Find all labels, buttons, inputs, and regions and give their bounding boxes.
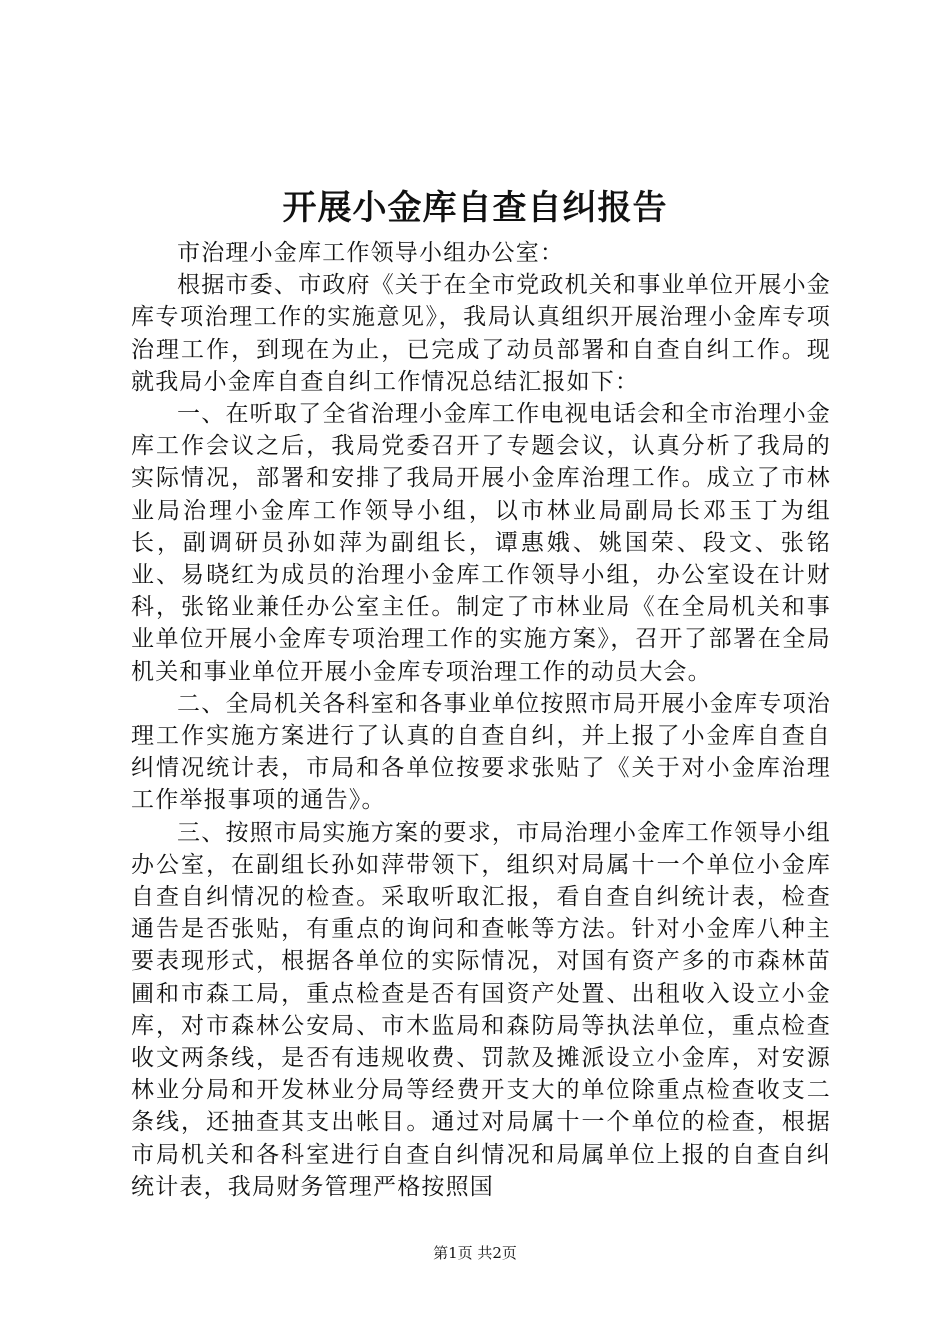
page-footer: 第1页 共2页 [433, 1244, 517, 1262]
paragraph-section-1: 一、在听取了全省治理小金库工作电视电话会和全市治理小金库工作会议之后，我局党委召开了专题会议，认真分析了我局的实际情况，部署和安排了我局开展小金库治理工作。成立了市林业局治理小金库工作领导小组，以市林业局副局长邓玉丁为组长，副调研员孙如萍为副组长，谭惠娥、姚国荣、段文、张铭业、易晓红为成员的治理小金库工作领导小组，办公室设在计财科，张铭业兼任办公室主任。制定了市林业局《在全局机关和事业单位开展小金库专项治理工作的实施方案》，召开了部署在全局机关和事业单位开展小金库专项治理工作的动员大会。 [131, 401, 831, 685]
paragraph-section-2: 二、全局机关各科室和各事业单位按照市局开展小金库专项治理工作实施方案进行了认真的自查自纠，并上报了小金库自查自纠情况统计表，市局和各单位按要求张贴了《关于对小金库治理工作举报事项的通告》。 [131, 690, 831, 814]
salutation: 市治理小金库工作领导小组办公室： [177, 240, 565, 266]
paragraph-intro: 根据市委、市政府《关于在全市党政机关和事业单位开展小金库专项治理工作的实施意见》，我局认真组织开展治理小金库专项治理工作，到现在为止，已完成了动员部署和自查自纠工作。现就我局小金库自查自纠工作情况总结汇报如下： [131, 272, 831, 395]
paragraph-section-3: 三、按照市局实施方案的要求，市局治理小金库工作领导小组办公室，在副组长孙如萍带领下，组织对局属十一个单位小金库自查自纠情况的检查。采取听取汇报，看自查自纠统计表，检查通告是否张贴，有重点的询问和查帐等方法。针对小金库八种主要表现形式，根据各单位的实际情况，对国有资产多的市森林苗圃和市森工局，重点检查是否有国资产处置、出租收入设立小金库，对市森林公安局、市木监局和森防局等执法单位，重点检查收文两条线，是否有违规收费、罚款及摊派设立小金库，对安源林业分局和开发林业分局等经费开支大的单位除重点检查收支二条线，还抽查其支出帐目。通过对局属十一个单位的检查，根据市局机关和各科室进行自查自纠情况和局属单位上报的自查自纠统计表，我局财务管理严格按照国 [131, 819, 831, 1200]
document-title: 开展小金库自查自纠报告 [282, 188, 668, 228]
document-body [131, 237, 831, 1203]
